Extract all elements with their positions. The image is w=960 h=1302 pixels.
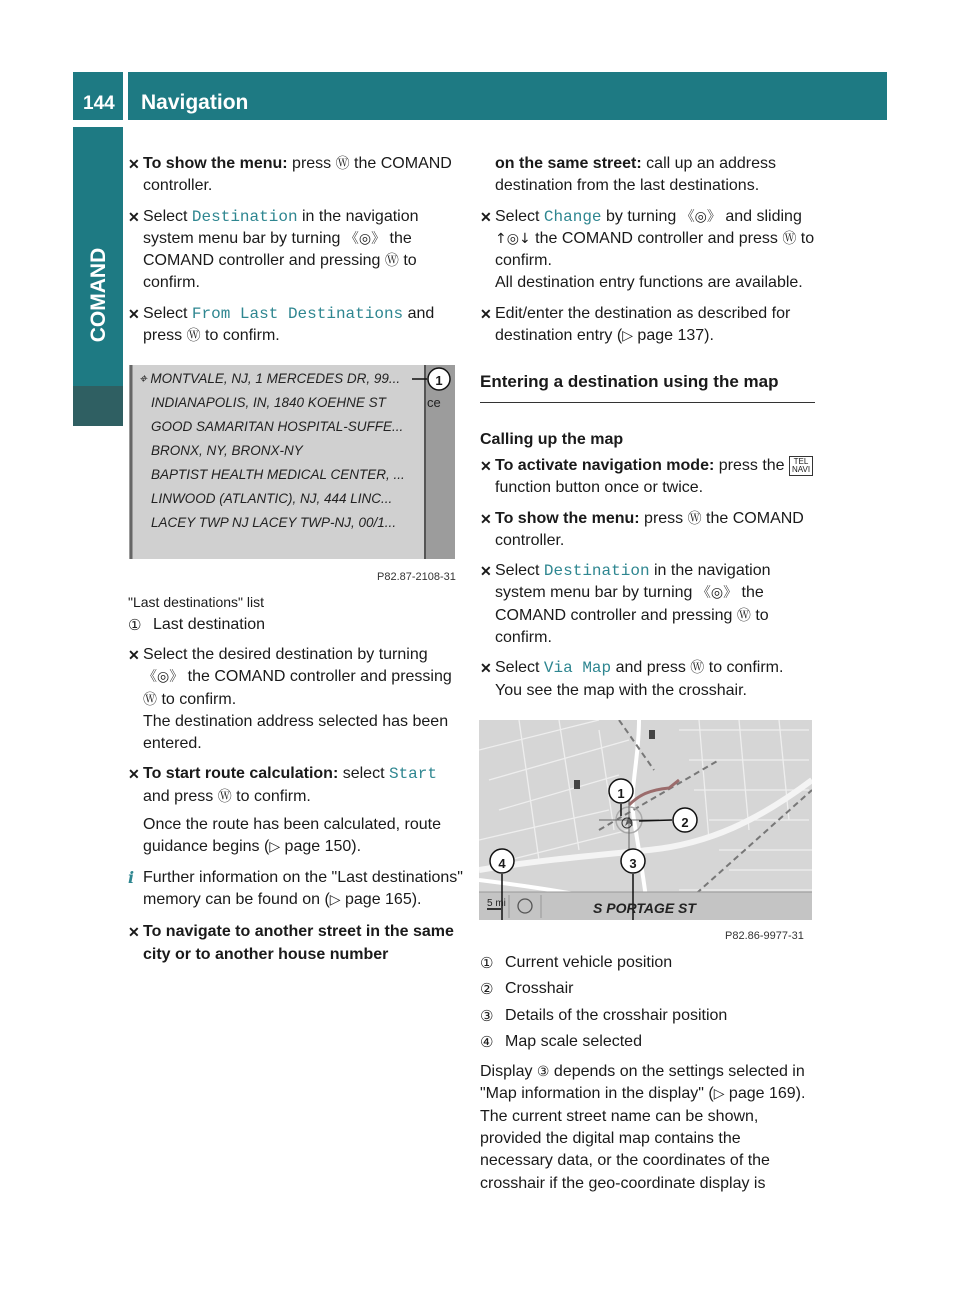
turn-icon: 《◎》 xyxy=(680,208,721,225)
instruction-step: ✕ Select Via Map and press Ⓦ to confirm. You see the map with the crosshair. xyxy=(480,659,784,699)
instruction-step: ✕ To start route calculation: select Start and press Ⓦ to confirm. Once the route has been calculated, route guidance begins (▷ page 150). xyxy=(128,765,441,856)
callout-2: 2 xyxy=(681,814,689,830)
instruction-step: ✕ Select From Last Destinations and press Ⓦ to confirm. xyxy=(128,304,435,345)
instruction-step: ✕ Select the desired destination by turning 《◎》 the COMAND controller and pressing Ⓦ to confirm. The destination address selected has been entered. xyxy=(128,645,452,753)
menu-item-start: Start xyxy=(388,765,437,784)
turn-icon: 《◎》 xyxy=(344,230,386,247)
press-icon: Ⓦ xyxy=(143,691,157,708)
menu-item-from-last-destinations: From Last Destinations xyxy=(191,304,404,323)
screen-list-item: BRONX, NY, BRONX-NY xyxy=(151,443,303,459)
menu-item-destination: Destination xyxy=(543,562,650,581)
fuel-station-icon xyxy=(574,780,580,789)
map-street-name: S PORTAGE ST xyxy=(593,899,696,916)
reference-arrow-icon: ▷ xyxy=(713,1086,725,1103)
reference-arrow-icon: ▷ xyxy=(329,891,341,908)
destination-pin-icon: ⌖ xyxy=(139,371,151,387)
right-column xyxy=(480,153,815,1195)
screen-list-item: GOOD SAMARITAN HOSPITAL-SUFFE... xyxy=(151,419,404,435)
reference-arrow-icon: ▷ xyxy=(269,839,281,856)
step-arrow-icon: ✕ xyxy=(480,457,492,474)
instruction-step: ✕ To activate navigation mode: press the TEL NAVI function button once or twice. xyxy=(480,455,815,500)
press-icon: Ⓦ xyxy=(217,788,232,805)
press-icon: Ⓦ xyxy=(687,510,702,527)
callout-3: 3 xyxy=(629,855,637,871)
photo-code: P82.86-9977-31 xyxy=(725,929,804,942)
navi-key-icon: TEL NAVI xyxy=(789,456,813,476)
step-arrow-icon: ✕ xyxy=(128,208,140,225)
callout-1: 1 xyxy=(617,785,625,801)
turn-icon: 《◎》 xyxy=(143,669,184,686)
turn-icon: 《◎》 xyxy=(696,585,738,602)
legend-item: ① Current vehicle position xyxy=(480,953,673,972)
menu-item-via-map: Via Map xyxy=(543,659,612,678)
figure-caption: "Last destinations" list xyxy=(128,594,265,611)
screen-side-text: ce xyxy=(427,395,441,411)
press-icon: Ⓦ xyxy=(782,230,797,247)
press-icon: Ⓦ xyxy=(186,328,201,345)
step-arrow-icon: ✕ xyxy=(480,660,492,677)
reference-arrow-icon: ▷ xyxy=(622,328,633,345)
callout-1: 1 xyxy=(435,373,443,389)
menu-item-change: Change xyxy=(543,207,602,226)
press-icon: Ⓦ xyxy=(736,607,751,624)
side-tab-label: COMAND xyxy=(87,247,110,343)
press-icon: Ⓦ xyxy=(335,156,350,172)
side-tab-marker xyxy=(73,386,123,426)
instruction-step: ✕ Edit/enter the destination as described for destination entry (▷ page 137). xyxy=(480,304,791,345)
press-icon: Ⓦ xyxy=(690,660,705,677)
last-destinations-screenshot xyxy=(127,363,457,583)
legend-item: ① Last destination xyxy=(128,615,266,634)
step-arrow-icon: ✕ xyxy=(480,305,492,322)
map-screenshot xyxy=(479,720,812,940)
callout-4: 4 xyxy=(498,855,506,871)
screen-list-item: BAPTIST HEALTH MEDICAL CENTER, ... xyxy=(151,467,405,483)
page-number: 144 xyxy=(73,72,123,120)
legend-item: ② Crosshair xyxy=(480,980,574,999)
instruction-step: ✕ Select Change by turning 《◎》 and sliding ↑◎↓ the COMAND controller and press Ⓦ to confirm. All destination entry functions are available. xyxy=(480,207,815,292)
instruction-step: ✕ To navigate to another street in the same city or to another house number xyxy=(128,923,454,963)
map-scale-label: 5 mi xyxy=(487,897,506,909)
screen-list-item: LACEY TWP NJ LACEY TWP-NJ, 00/1... xyxy=(151,515,397,531)
subsection-heading: Calling up the map xyxy=(480,430,624,448)
fuel-station-icon xyxy=(649,730,655,739)
section-title: Navigation xyxy=(128,72,887,120)
instruction-step: ✕ To show the menu: press Ⓦ the COMAND controller. xyxy=(480,509,804,549)
press-icon: Ⓦ xyxy=(384,253,399,270)
screen-list-item: INDIANAPOLIS, IN, 1840 KOEHNE ST xyxy=(151,395,386,411)
step-arrow-icon: ✕ xyxy=(128,924,140,941)
step-arrow-icon: ✕ xyxy=(480,208,492,225)
map-graphic xyxy=(479,720,812,920)
instruction-step: ✕ To show the menu: press Ⓦ the COMAND controller. xyxy=(128,155,452,195)
step-arrow-icon: ✕ xyxy=(128,156,140,172)
step-arrow-icon: ✕ xyxy=(128,305,140,322)
photo-code: P82.87-2108-31 xyxy=(377,571,456,584)
screen-list-item-selected: ⌖ MONTVALE, NJ, 1 MERCEDES DR, 99... xyxy=(139,371,401,387)
section-heading: Entering a destination using the map xyxy=(480,371,815,402)
info-icon: i xyxy=(128,867,135,887)
legend-item: ③ Details of the crosshair position xyxy=(480,1006,728,1025)
left-column xyxy=(128,153,463,974)
step-arrow-icon: ✕ xyxy=(128,766,140,783)
instruction-step: ✕ Select Destination in the navigation system menu bar by turning 《◎》 the COMAND controller and pressing Ⓦ to confirm. xyxy=(128,207,419,292)
menu-item-destination: Destination xyxy=(191,207,298,226)
instruction-step-continued: on the same street: call up an address destination from the last destinations. xyxy=(495,155,777,195)
instruction-step: ✕ Select Destination in the navigation system menu bar by turning 《◎》 the COMAND controller and pressing Ⓦ to confirm. xyxy=(480,562,771,647)
display-paragraph: Display ③ depends on the settings selected in "Map information in the display" (▷ page 169). The current street name can be shown, provided the digital map contains the necessary data, or the coordinates of the crosshair if the geo-coordinate display is xyxy=(480,1063,806,1192)
step-arrow-icon: ✕ xyxy=(480,510,492,527)
step-arrow-icon: ✕ xyxy=(480,563,492,580)
screen-list-item: LINWOOD (ATLANTIC), NJ, 444 LINC... xyxy=(151,491,393,507)
step-arrow-icon: ✕ xyxy=(128,646,140,663)
slide-icon: ↑◎↓ xyxy=(495,230,531,247)
legend-item: ④ Map scale selected xyxy=(480,1032,642,1051)
info-note: i Further information on the "Last destinations" memory can be found on (▷ page 165). xyxy=(128,867,463,908)
